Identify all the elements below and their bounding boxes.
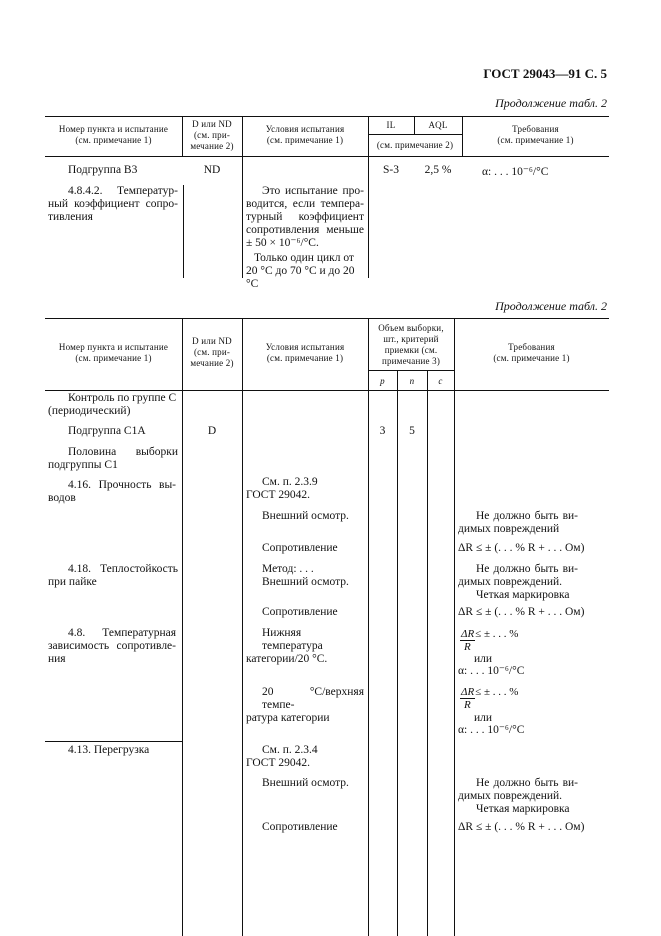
page-header: ГОСТ 29043—91 С. 5 [483, 66, 607, 81]
t2-control-label: Контроль по группе С (периодический) [48, 392, 177, 417]
t2-cond-4-18-method: Метод: . . . Внешний осмотр. [262, 563, 349, 588]
t1-header-req: Требования (см. примечание 1) [497, 124, 574, 145]
t2-p-value: 3 [379, 425, 386, 437]
t2-n-value: 5 [409, 425, 415, 437]
t2-half-sample: Половина выборки подгруппы С1 [48, 446, 178, 471]
t2-req-4-8-alpha-1: α: . . . 10⁻⁶/°С [458, 665, 525, 677]
t2-req-4-8-or-2: или [474, 712, 493, 724]
t2-cond-4-16-res: Сопротивление [262, 542, 338, 554]
t1-header-dnd: D или ND (см. при- мечание 2) [190, 119, 234, 151]
t2-req-4-8-fraction-2: ΔR≤ ± . . . % R [461, 686, 519, 711]
t2-header-c: c [438, 376, 443, 386]
t2-cond-4-16-visual: Внешний осмотр. [262, 510, 349, 522]
t2-header-n: n [409, 376, 415, 386]
t2-cond-4-13-ref: См. п. 2.3.4 ГОСТ 29042. [246, 744, 318, 769]
t1-cond-note: Это испытание про- водится, если темпера- турный коэффициент сопротивления меньше ± 50 × 10⁻⁶/°С. [246, 185, 364, 249]
t2-cond-4-18-res: Сопротивление [262, 606, 338, 618]
t1-header-cond: Условия испытания (см. примечание 1) [265, 124, 345, 145]
t2-item-4-8: 4.8. Температурная зависимость сопротивле- ния [48, 627, 176, 665]
t2-header-item: Номер пункта и испытание (см. примечание 1) [58, 342, 169, 363]
t1-req: α: . . . 10⁻⁶/°С [482, 166, 549, 178]
t2-req-4-18-visual: Не должно быть ви- димых повреждений. Четкая маркировка [458, 563, 578, 601]
table1-continuation: Продолжение табл. 2 [495, 96, 607, 110]
t2-cond-4-8-high: 20 °С/верхняя темпе- ратура категории [246, 686, 364, 724]
t1-il: S-3 [383, 164, 399, 176]
t2-req-4-13-res: ΔR ≤ ± (. . . % R + . . . Ом) [458, 821, 585, 833]
t2-item-4-16: 4.16. Прочность вы- водов [48, 479, 176, 504]
t2-req-4-16-res: ΔR ≤ ± (. . . % R + . . . Ом) [458, 542, 585, 554]
t2-req-4-13-visual: Не должно быть ви- димых повреждений. Четкая маркировка [458, 777, 578, 815]
t2-item-4-18: 4.18. Теплостойкость при пайке [48, 563, 178, 588]
t1-header-aql: AQL [428, 120, 448, 130]
t1-cond-cycle: Только один цикл от 20 °С до 70 °С и до 20 °С [246, 252, 355, 290]
t2-cond-4-13-res: Сопротивление [262, 821, 338, 833]
table2-continuation: Продолжение табл. 2 [495, 299, 607, 313]
t1-header-il: IL [386, 120, 396, 130]
t2-req-4-18-res: ΔR ≤ ± (. . . % R + . . . Ом) [458, 606, 585, 618]
t2-subgroup: Подгруппа С1А [68, 425, 146, 437]
t1-header-item: Номер пункта и испытание (см. примечание 1) [58, 124, 169, 145]
t1-subgroup: Подгруппа В3 [68, 164, 138, 176]
t2-cond-4-13-visual: Внешний осмотр. [262, 777, 349, 789]
t2-req-4-8-fraction-1: ΔR≤ ± . . . % R [461, 628, 519, 653]
t1-dnd: ND [203, 164, 221, 176]
t1-header-il-aql-note: (см. примечание 2) [376, 140, 454, 150]
t1-item: 4.8.4.2. Температур- ный коэффициент сопро- тивления [48, 185, 178, 223]
t2-req-4-8-alpha-2: α: . . . 10⁻⁶/°С [458, 724, 525, 736]
t2-header-req: Требования (см. примечание 1) [493, 342, 570, 363]
t2-req-4-8-or-1: или [474, 653, 493, 665]
t2-req-4-16-visual: Не должно быть ви- димых повреждений [458, 510, 578, 535]
t2-dnd: D [207, 425, 217, 437]
t1-aql: 2,5 % [424, 164, 452, 176]
t2-header-p: p [380, 376, 385, 386]
t2-cond-4-8-low: Нижняя температура категории/20 °С. [246, 627, 328, 665]
t2-header-dnd: D или ND (см. при- мечание 2) [190, 336, 234, 368]
t2-header-sample: Объем выборки, шт., критерий приемки (см. примечание 3) [378, 323, 444, 366]
t2-cond-4-16-ref: См. п. 2.3.9 ГОСТ 29042. [246, 476, 318, 501]
t2-header-cond: Условия испытания (см. примечание 1) [265, 342, 345, 363]
t2-item-4-13: 4.13. Перегрузка [68, 744, 150, 756]
